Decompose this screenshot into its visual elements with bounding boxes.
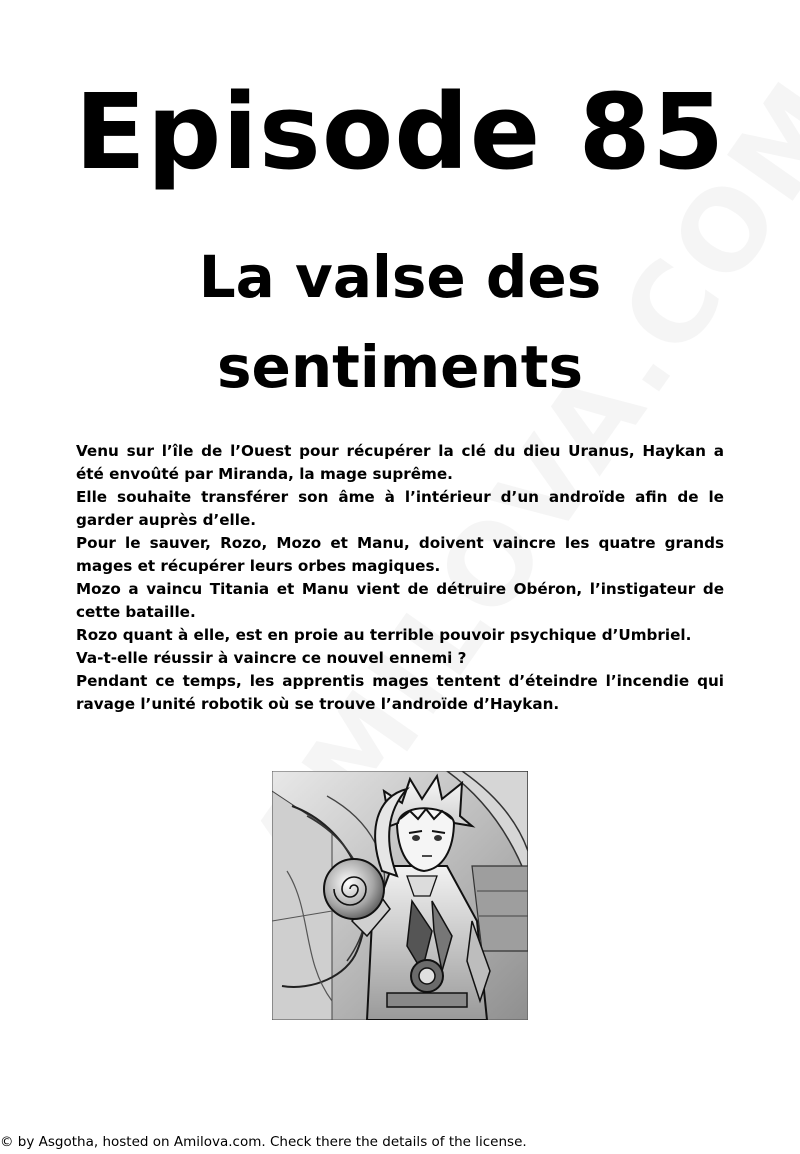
summary-paragraph: Venu sur l’île de l’Ouest pour récupérer la clé du dieu Uranus, Haykan a été envoûté par Miranda, la mage suprême. [76, 442, 724, 483]
summary-paragraph: Va-t-elle réussir à vaincre ce nouvel ennemi ? [76, 649, 467, 667]
episode-summary [76, 440, 724, 716]
summary-paragraph: Rozo quant à elle, est en proie au terrible pouvoir psychique d’Umbriel. [76, 626, 692, 644]
chapter-title-line-2: sentiments [216, 333, 584, 401]
chapter-title-line-1: La valse des [198, 243, 602, 311]
character-illustration [272, 771, 528, 1020]
license-footer: © by Asgotha, hosted on Amilova.com. Check there the details of the license. [0, 1134, 527, 1150]
summary-paragraph: Mozo a vaincu Titania et Manu vient de détruire Obéron, l’instigateur de cette bataille. [76, 580, 724, 621]
episode-title: Episode 85 [74, 71, 726, 193]
summary-paragraph: Pendant ce temps, les apprentis mages tentent d’éteindre l’incendie qui ravage l’unité robotik où se trouve l’androïde d’Haykan. [76, 672, 724, 713]
chapter-title [0, 232, 800, 412]
summary-paragraph: Elle souhaite transférer son âme à l’intérieur d’un androïde afin de le garder auprès d’elle. [76, 488, 724, 529]
summary-paragraph: Pour le sauver, Rozo, Mozo et Manu, doivent vaincre les quatre grands mages et récupérer leurs orbes magiques. [76, 534, 724, 575]
